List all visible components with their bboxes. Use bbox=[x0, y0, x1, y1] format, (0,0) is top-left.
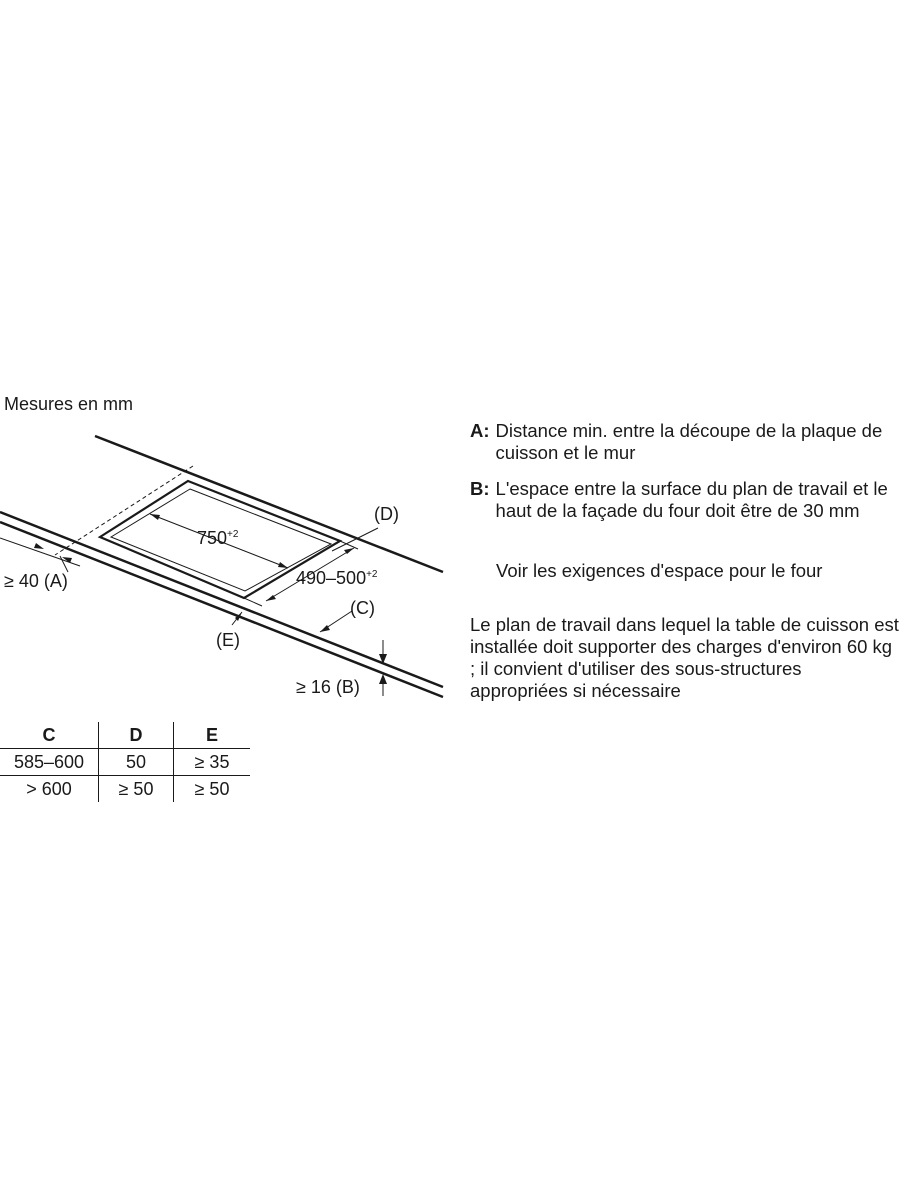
table-row bbox=[0, 749, 250, 776]
measurement-unit-title: Mesures en mm bbox=[4, 394, 134, 414]
label-e: (E) bbox=[216, 630, 241, 650]
depth-dimension-label: $490-500^{+2}$ bbox=[296, 568, 378, 588]
load-note: Le plan de travail dans lequel la table de cuisson est installée doit supporter des charges d'environ 60 kg ; il convient d'utiliser des sous-structures appropriées si nécessaire bbox=[470, 614, 899, 701]
table-cell: ≥ 50 bbox=[174, 776, 251, 803]
dimension-table bbox=[0, 722, 250, 802]
width-arrow-left bbox=[150, 514, 160, 520]
table-cell: ≥ 50 bbox=[99, 776, 174, 803]
note-a bbox=[470, 420, 900, 464]
note-a-text: Distance min. entre la découpe de la plaque de cuisson et le mur bbox=[495, 420, 883, 463]
a-arrow-left bbox=[34, 543, 44, 549]
a-dimension-line bbox=[0, 538, 80, 566]
table-header-d: D bbox=[99, 722, 174, 749]
width-arrow-right bbox=[278, 562, 288, 568]
oven-note: Voir les exigences d'espace pour le four bbox=[496, 560, 823, 581]
note-a-key: A: bbox=[470, 420, 490, 441]
table-row bbox=[0, 776, 250, 803]
table-header-e: E bbox=[174, 722, 251, 749]
table-cell: > 600 bbox=[26, 778, 72, 799]
note-b bbox=[470, 478, 900, 522]
table-cell: 585–600 bbox=[13, 751, 85, 772]
table-cell: ≥ 35 bbox=[174, 749, 251, 776]
note-b-text: L'espace entre la surface du plan de travail et le haut de la façade du four doit être de 30 mm bbox=[495, 478, 888, 521]
label-a: ≥ 40 (A) bbox=[4, 571, 68, 591]
label-c: (C) bbox=[350, 598, 375, 618]
table-header-c: C bbox=[42, 724, 56, 745]
label-d: (D) bbox=[374, 504, 399, 524]
table-cell: 50 bbox=[99, 749, 174, 776]
table-header-row bbox=[0, 722, 250, 749]
depth-ext-line-bottom bbox=[244, 598, 262, 606]
note-b-key: B: bbox=[470, 478, 490, 499]
countertop-front-edge-bottom bbox=[0, 522, 443, 697]
notes-panel bbox=[470, 420, 900, 702]
label-b: ≥ 16 (B) bbox=[296, 677, 360, 697]
width-dimension-label: $750^{+2}$ bbox=[197, 528, 239, 548]
